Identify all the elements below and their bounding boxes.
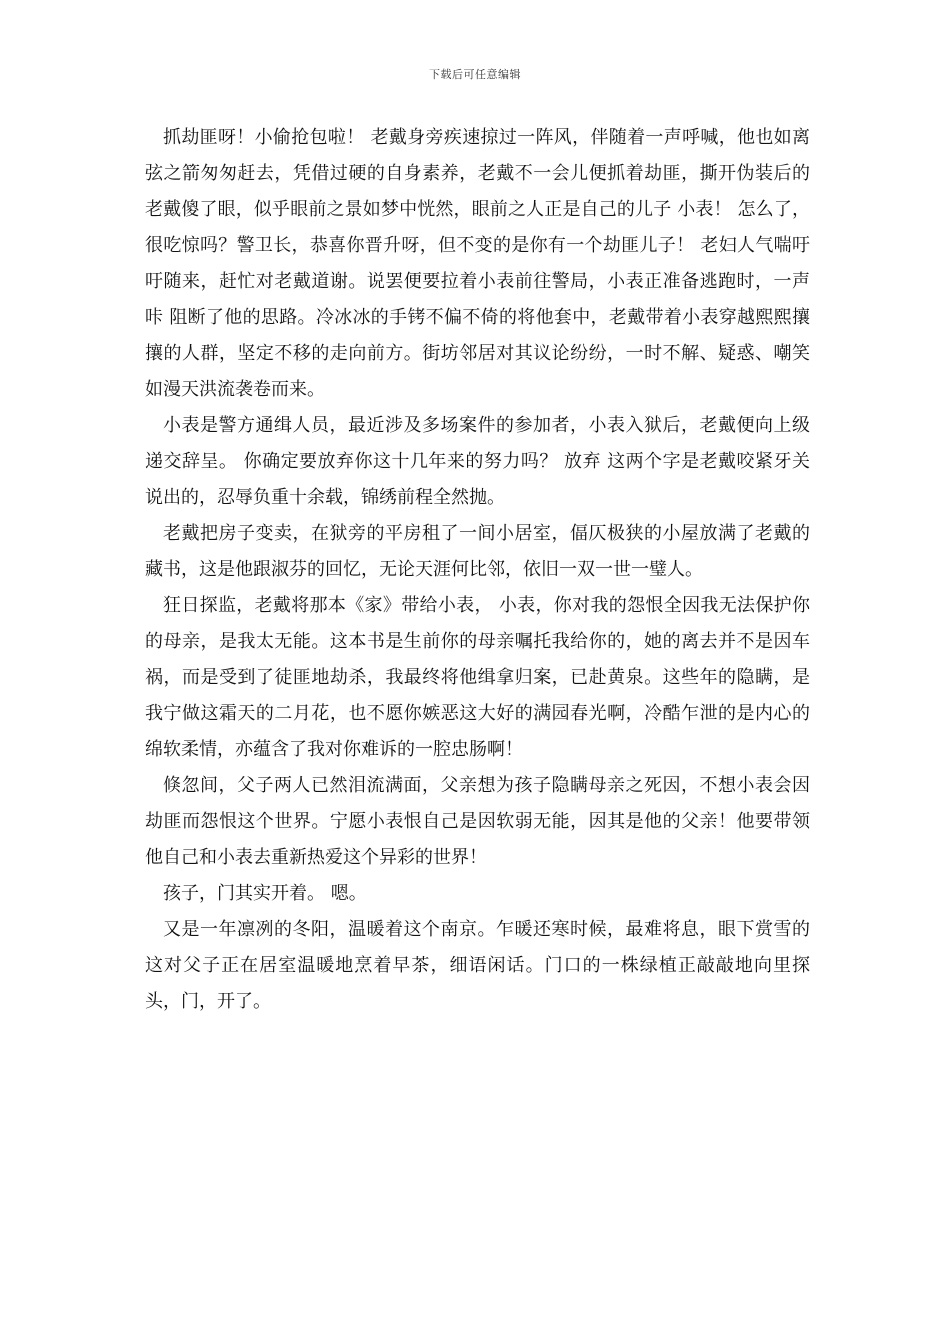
paragraph-5: 倏忽间，父子两人已然泪流满面，父亲想为孩子隐瞒母亲之死因，不想小表会因劫匪而怨恨这个世界。宁愿小表恨自己是因软弱无能，因其是他的父亲！他要带领他自己和小表去重新热爱这个异彩的世界！ <box>145 775 810 868</box>
paragraph-3: 老戴把房子变卖，在狱旁的平房租了一间小居室，偪仄极狭的小屋放满了老戴的藏书，这是他跟淑芬的回忆，无论天涯何比邻，依旧一双一世一璧人。 <box>145 523 810 580</box>
paragraph-6: 孩子，门其实开着。 嗯。 <box>163 883 367 904</box>
paragraph-7: 又是一年凛冽的冬阳，温暖着这个南京。乍暖还寒时候，最难将息，眼下赏雪的这对父子正在居室温暖地烹着早茶，细语闲话。门口的一株绿植正敲敲地向里探头，门，开了。 <box>145 919 810 1012</box>
document-body <box>145 120 810 1020</box>
paragraph-2: 小表是警方通缉人员，最近涉及多场案件的参加者，小表入狱后，老戴便向上级递交辞呈。 你确定要放弃你这十几年来的努力吗？ 放弃 这两个字是老戴咬紧牙关说出的，忍辱负重十余载，锦绣前程全然抛。 <box>145 415 810 508</box>
paragraph-1: 抓劫匪呀！小偷抢包啦！ 老戴身旁疾速掠过一阵风，伴随着一声呼喊，他也如离弦之箭匆匆赶去，凭借过硬的自身素养，老戴不一会儿便抓着劫匪，撕开伪装后的老戴傻了眼，似乎眼前之景如梦中恍然，眼前之人正是自己的儿子 小表！ 怎么了，很吃惊吗？警卫长，恭喜你晋升呀，但不变的是你有一个劫匪儿子！ 老妇人气喘吁吁随来，赶忙对老戴道谢。说罢便要拉着小表前往警局，小表正准备逃跑时，一声 咔 阻断了他的思路。冷冰冰的手铐不偏不倚的将他套中，老戴带着小表穿越熙熙攘攘的人群，坚定不移的走向前方。街坊邻居对其议论纷纷，一时不解、疑惑、嘲笑如漫天洪流袭卷而来。 <box>145 127 810 400</box>
page-header: 下载后可任意编辑 <box>429 68 521 81</box>
paragraph-4: 狂日探监，老戴将那本《家》带给小表， 小表，你对我的怨恨全因我无法保护你的母亲，是我太无能。这本书是生前你的母亲嘱托我给你的，她的离去并不是因车祸，而是受到了徒匪地劫杀，我最终将他缉拿归案，已赴黄泉。这些年的隐瞒，是我宁做这霜天的二月花，也不愿你嫉恶这大好的满园春光啊，冷酷乍泄的是内心的绵软柔情，亦蕴含了我对你难诉的一腔忠肠啊！ <box>145 595 810 760</box>
